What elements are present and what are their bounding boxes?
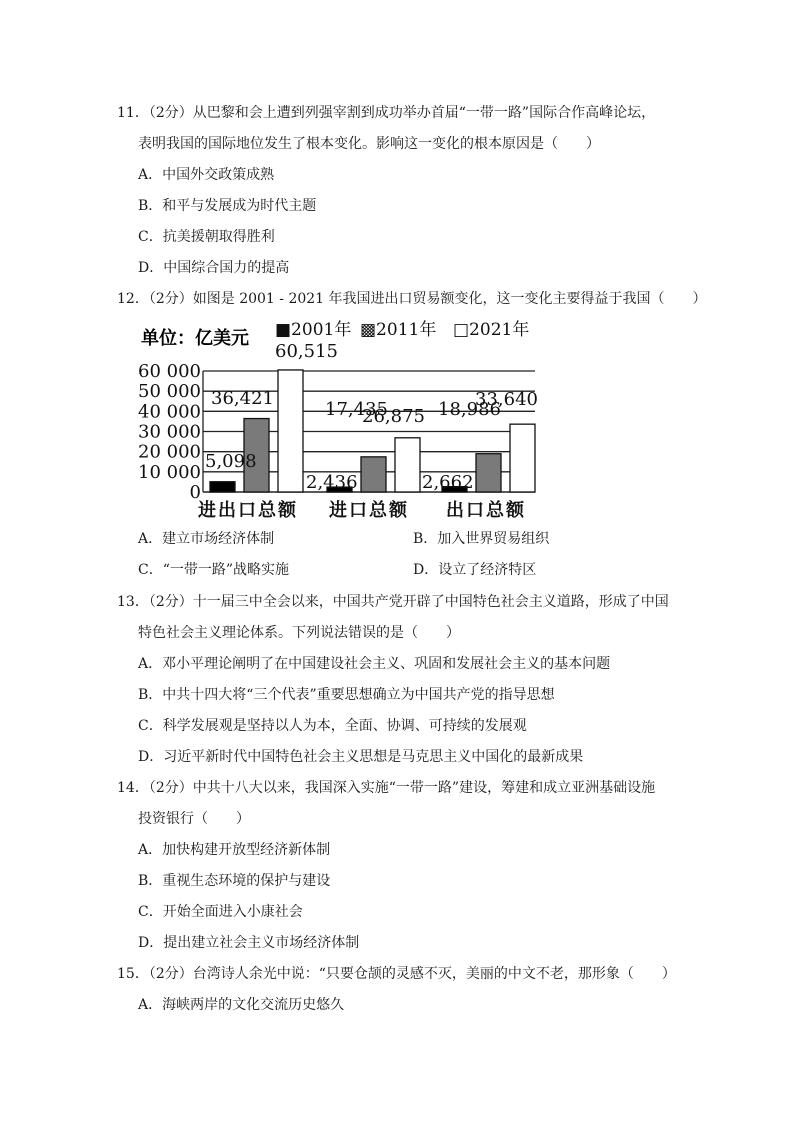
q11-number: 11． — [117, 105, 149, 121]
q12-line1 — [117, 289, 707, 309]
q13-option-a[interactable]: A．邓小平理论阐明了在中国建设社会主义、巩固和发展社会主义的基本问题 — [138, 656, 611, 672]
q15-number: 15． — [117, 966, 149, 982]
q14-option-a[interactable]: A．加快构建开放型经济新体制 — [138, 842, 331, 858]
q12-score: （2分） — [148, 291, 193, 307]
q11-option-c[interactable]: C．抗美援朝取得胜利 — [138, 229, 275, 245]
value-label-2-0: 2,662 — [422, 472, 474, 493]
q11-option-b[interactable]: B．和平与发展成为时代主题 — [138, 198, 317, 214]
q14-option-c[interactable]: C．开始全面进入小康社会 — [138, 904, 303, 920]
q11-line1 — [117, 103, 655, 123]
bar-0-0 — [210, 482, 235, 492]
bar-2-2 — [510, 424, 535, 492]
category-label-0: 进出口总额 — [198, 500, 298, 521]
q14-stem-1: 中共十八大以来，我国深入实施“一带一路”建设，筹建和成立亚洲基础设施 — [192, 780, 656, 796]
legend-item-0: ■2001年 — [275, 320, 352, 340]
q12-stem-1: 如图是 2001 - 2021 年我国进出口贸易额变化，这一变化主要得益于我国（ ） — [192, 291, 707, 307]
q12-option-c[interactable]: C．“一带一路”战略实施 — [138, 562, 290, 578]
legend-item-2: □2021年 — [453, 320, 530, 340]
q11-stem-1: 从巴黎和会上遭到列强宰割到成功举办首届“一带一路”国际合作高峰论坛， — [192, 105, 656, 121]
chart-unit-label: 单位：亿美元 — [141, 328, 249, 349]
y-tick-label-0: 0 — [189, 482, 201, 503]
bar-1-2 — [395, 438, 420, 492]
value-label-1-0: 2,436 — [306, 472, 358, 493]
q13-option-d[interactable]: D．习近平新时代中国特色社会主义思想是马克思主义中国化的最新成果 — [138, 749, 584, 765]
y-tick-label-2: 20 000 — [138, 441, 201, 463]
q12-option-b[interactable]: B．加入世界贸易组织 — [413, 531, 550, 547]
value-label-1-1: 17,435 — [325, 399, 388, 420]
q11-option-d[interactable]: D．中国综合国力的提高 — [138, 260, 290, 276]
y-tick-label-1: 10 000 — [138, 461, 201, 483]
y-tick-label-5: 50 000 — [138, 381, 201, 403]
value-label-0-0: 5,098 — [205, 451, 257, 472]
legend-item-1: ▩2011年 — [360, 320, 437, 340]
chart-legend — [275, 319, 529, 340]
q14-number: 14． — [117, 780, 149, 796]
trade-bar-chart — [135, 317, 545, 522]
value-label-0-1: 36,421 — [211, 388, 274, 409]
value-label-2-1: 18,986 — [438, 399, 501, 420]
y-tick-label-6: 60 000 — [138, 361, 201, 382]
q13-option-b[interactable]: B．中共十四大将“三个代表”重要思想确立为中国共产党的指导思想 — [138, 687, 555, 703]
q14-line1 — [117, 778, 655, 798]
q11-stem-2: 表明我国的国际地位发生了根本变化。影响这一变化的根本原因是（ ） — [138, 136, 600, 152]
q13-stem-2: 特色社会主义理论体系。下列说法错误的是（ ） — [138, 625, 460, 641]
q14-stem-2: 投资银行（ ） — [138, 811, 250, 827]
q13-line1 — [117, 592, 669, 612]
q15-line1 — [117, 964, 676, 984]
q13-stem-1: 十一届三中全会以来，中国共产党开辟了中国特色社会主义道路，形成了中国 — [192, 594, 669, 610]
q11-score: （2分） — [148, 105, 193, 121]
y-tick-label-3: 30 000 — [138, 421, 201, 443]
q12-option-a[interactable]: A．建立市场经济体制 — [138, 531, 275, 547]
bar-1-1 — [361, 457, 386, 492]
q13-score: （2分） — [148, 594, 193, 610]
q14-score: （2分） — [148, 780, 193, 796]
y-tick-label-4: 40 000 — [138, 401, 201, 423]
value-label-0-2: 60,515 — [275, 341, 338, 362]
category-label-1: 进口总额 — [329, 500, 409, 521]
q14-option-d[interactable]: D．提出建立社会主义市场经济体制 — [138, 935, 360, 951]
bar-0-2 — [278, 370, 303, 492]
bar-2-1 — [476, 454, 501, 492]
q15-stem-1: 台湾诗人余光中说：“只要仓颉的灵感不灭，美丽的中文不老，那形象（ ） — [192, 966, 676, 982]
value-label-1-2: 26,875 — [362, 406, 425, 427]
value-label-2-2: 33,640 — [475, 389, 538, 410]
q14-option-b[interactable]: B．重视生态环境的保护与建设 — [138, 873, 331, 889]
chart-y-ticks — [138, 361, 201, 503]
chart-categories — [198, 499, 526, 521]
q12-number: 12． — [117, 291, 149, 307]
q12-option-d[interactable]: D．设立了经济特区 — [413, 562, 537, 578]
category-label-2: 出口总额 — [446, 500, 526, 521]
q15-score: （2分） — [148, 966, 193, 982]
q11-option-a[interactable]: A．中国外交政策成熟 — [138, 167, 275, 183]
q13-number: 13． — [117, 594, 149, 610]
q13-option-c[interactable]: C．科学发展观是坚持以人为本，全面、协调、可持续的发展观 — [138, 718, 527, 734]
q15-option-a[interactable]: A．海峡两岸的文化交流历史悠久 — [138, 997, 345, 1013]
